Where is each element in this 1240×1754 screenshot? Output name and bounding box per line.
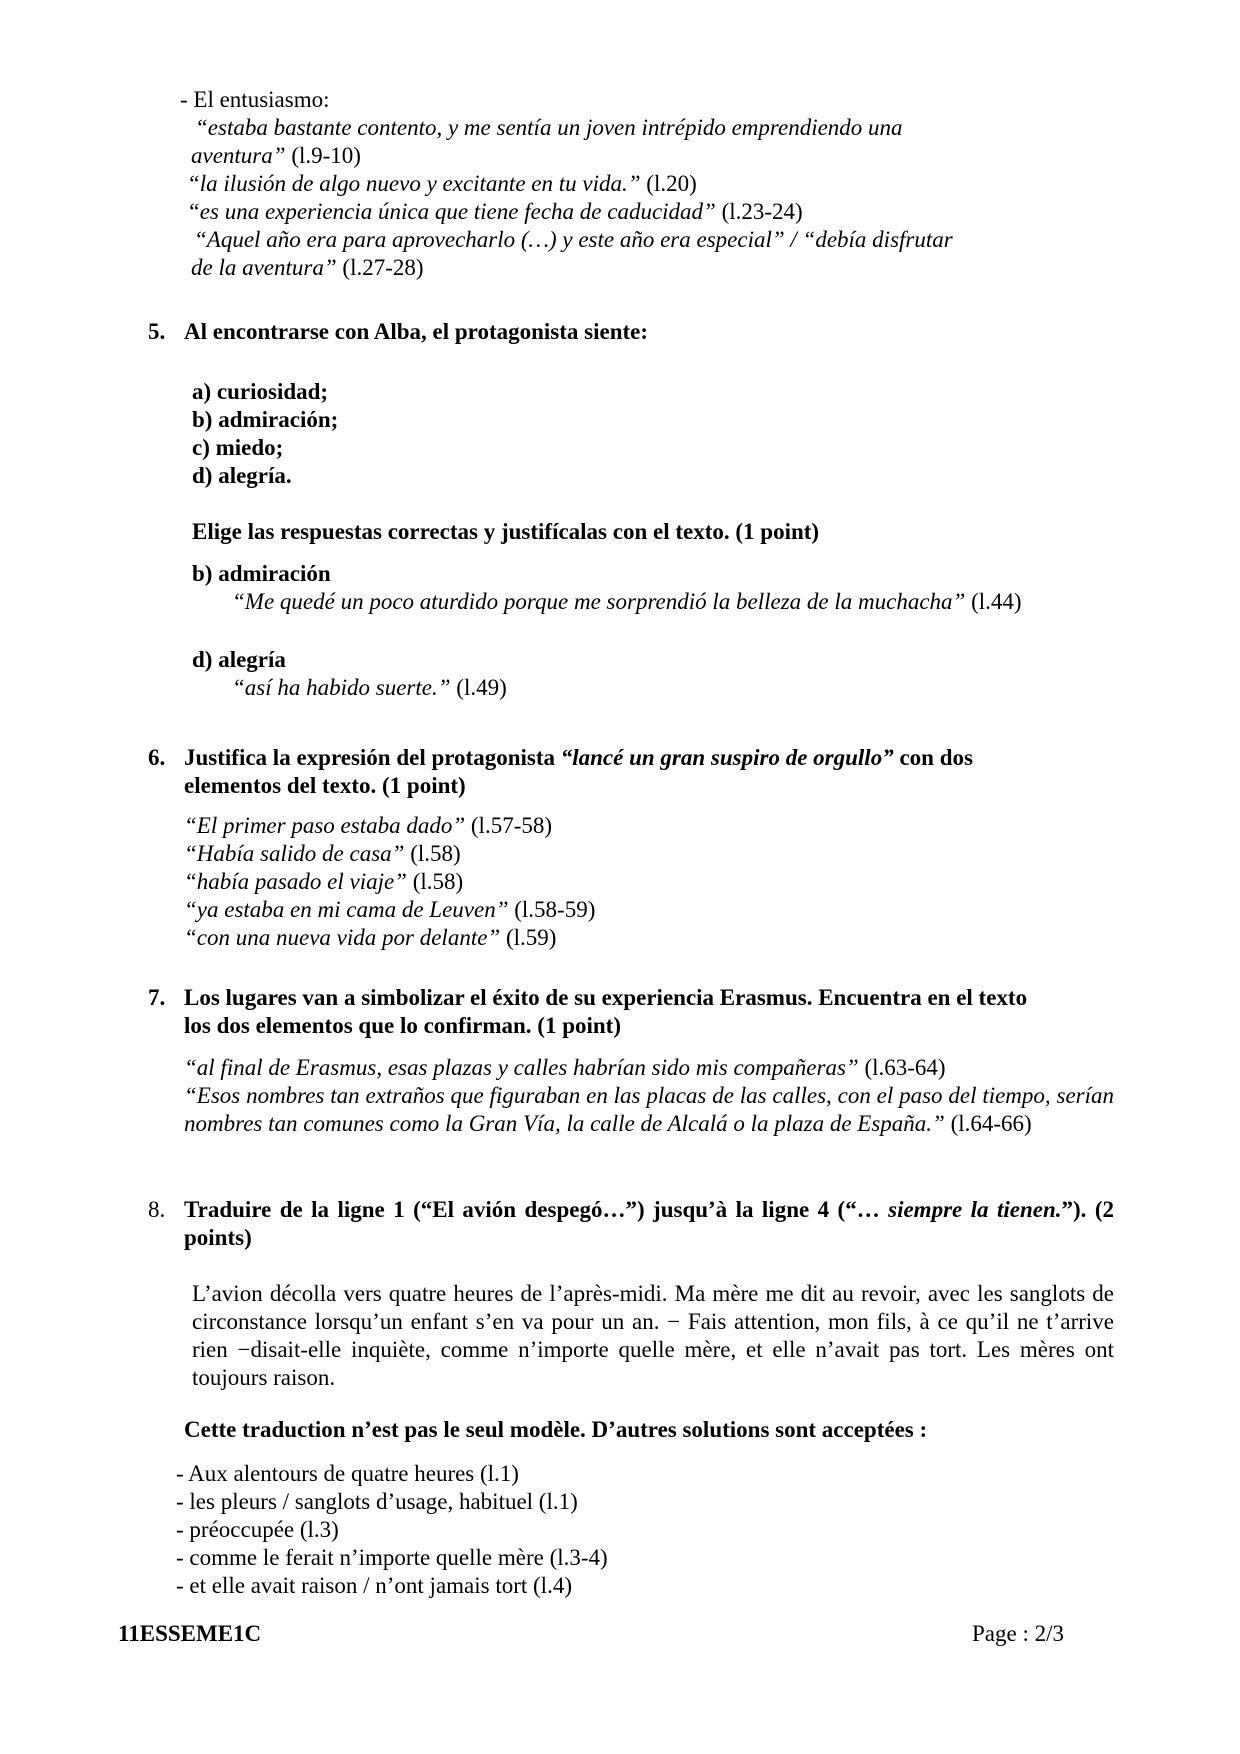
- q8-number: 8.: [148, 1197, 166, 1222]
- q5-answer-b-quote: “Me quedé un poco aturdido porque me sorprendió la belleza de la muchacha” (l.44): [232, 589, 1022, 614]
- q8-alternative-5: - et elle avait raison / n’ont jamais tort (l.4): [176, 1573, 572, 1598]
- q6-answer-1: “El primer paso estaba dado” (l.57-58): [184, 813, 553, 838]
- q8-translation: L’avion décolla vers quatre heures de l’après-midi. Ma mère me dit au revoir, avec les sanglots de circonstance lorsqu’un enfant s’en va pour un an. − Fais attention, mon fils, à ce qu’il ne t’arrive rien −disait-elle inquiète, comme n’importe quelle mère, et elle n’avait pas tort. Les mères ont toujours raison.: [192, 1281, 1114, 1390]
- q7-answer-1: “al final de Erasmus, esas plazas y calles habrían sido mis compañeras” (l.63-64): [184, 1055, 946, 1080]
- q6-answer-4: “ya estaba en mi cama de Leuven” (l.58-59): [184, 897, 596, 922]
- q6-question-line2: elementos del texto. (1 point): [184, 773, 466, 798]
- enthusiasm-quote-3: “es una experiencia única que tiene fecha de caducidad” (l.23-24): [187, 199, 803, 224]
- q5-option-b: b) admiración;: [192, 407, 339, 432]
- q5-answer-d-quote: “así ha habido suerte.” (l.49): [232, 675, 507, 700]
- footer-page-number: Page : 2/3: [972, 1621, 1064, 1646]
- q8-alternatives: [176, 1460, 608, 1600]
- q5-question: Al encontrarse con Alba, el protagonista siente:: [184, 319, 649, 344]
- enthusiasm-section: [180, 86, 1080, 282]
- q8-question: Traduire de la ligne 1 (“El avión despegó…”) jusqu’à la ligne 4 (“… siempre la tienen.”). (2 points): [184, 1197, 1114, 1250]
- q8-alternative-3: - préoccupée (l.3): [176, 1517, 339, 1542]
- q7-answer-2: “Esos nombres tan extraños que figuraban en las placas de las calles, con el paso del tiempo, serían nombres tan comunes como la Gran Vía, la calle de Alcalá o la plaza de España.” (l.64-66): [184, 1083, 1114, 1136]
- q5-instruction: Elige las respuestas correctas y justifícalas con el texto. (1 point): [192, 519, 820, 544]
- q5-number: 5.: [148, 319, 166, 344]
- enthusiasm-title: - El entusiasmo:: [180, 87, 330, 112]
- q6-number: 6.: [148, 745, 166, 770]
- enthusiasm-quote-1-cont: aventura” (l.9-10): [191, 143, 361, 168]
- q8-alternative-1: - Aux alentours de quatre heures (l.1): [176, 1461, 519, 1486]
- enthusiasm-quote-2: “la ilusión de algo nuevo y excitante en tu vida.” (l.20): [187, 171, 697, 196]
- q6-answer-2: “Había salido de casa” (l.58): [184, 841, 461, 866]
- q6-question: Justifica la expresión del protagonista “lancé un gran suspiro de orgullo” con dos: [184, 745, 973, 770]
- q5-option-d: d) alegría.: [192, 463, 292, 488]
- q7-number: 7.: [148, 985, 166, 1010]
- enthusiasm-quote-1: “estaba bastante contento, y me sentía un joven intrépido emprendiendo una: [195, 115, 903, 140]
- q5-answer-d-label: d) alegría: [192, 647, 286, 672]
- q7-question-line2: los dos elementos que lo confirman. (1 point): [184, 1013, 621, 1038]
- q6-answers: [184, 812, 595, 952]
- q8-alternative-2: - les pleurs / sanglots d’usage, habituel (l.1): [176, 1489, 578, 1514]
- footer-code: 11ESSEME1C: [118, 1621, 262, 1646]
- q6-answer-5: “con una nueva vida por delante” (l.59): [184, 925, 557, 950]
- enthusiasm-quote-4: “Aquel año era para aprovecharlo (…) y este año era especial” / “debía disfrutar: [194, 227, 953, 252]
- q5-option-a: a) curiosidad;: [192, 379, 329, 404]
- enthusiasm-quote-4-cont: de la aventura” (l.27-28): [191, 255, 424, 280]
- q8-note: Cette traduction n’est pas le seul modèle. D’autres solutions sont acceptées :: [184, 1417, 928, 1442]
- q5-options: [192, 378, 338, 490]
- q5-answer-b-label: b) admiración: [192, 561, 331, 586]
- q5-option-c: c) miedo;: [192, 435, 284, 460]
- q6-answer-3: “había pasado el viaje” (l.58): [184, 869, 464, 894]
- q8-alternative-4: - comme le ferait n’importe quelle mère (l.3-4): [176, 1545, 608, 1570]
- q7-question-line1: Los lugares van a simbolizar el éxito de su experiencia Erasmus. Encuentra en el texto: [184, 985, 1028, 1010]
